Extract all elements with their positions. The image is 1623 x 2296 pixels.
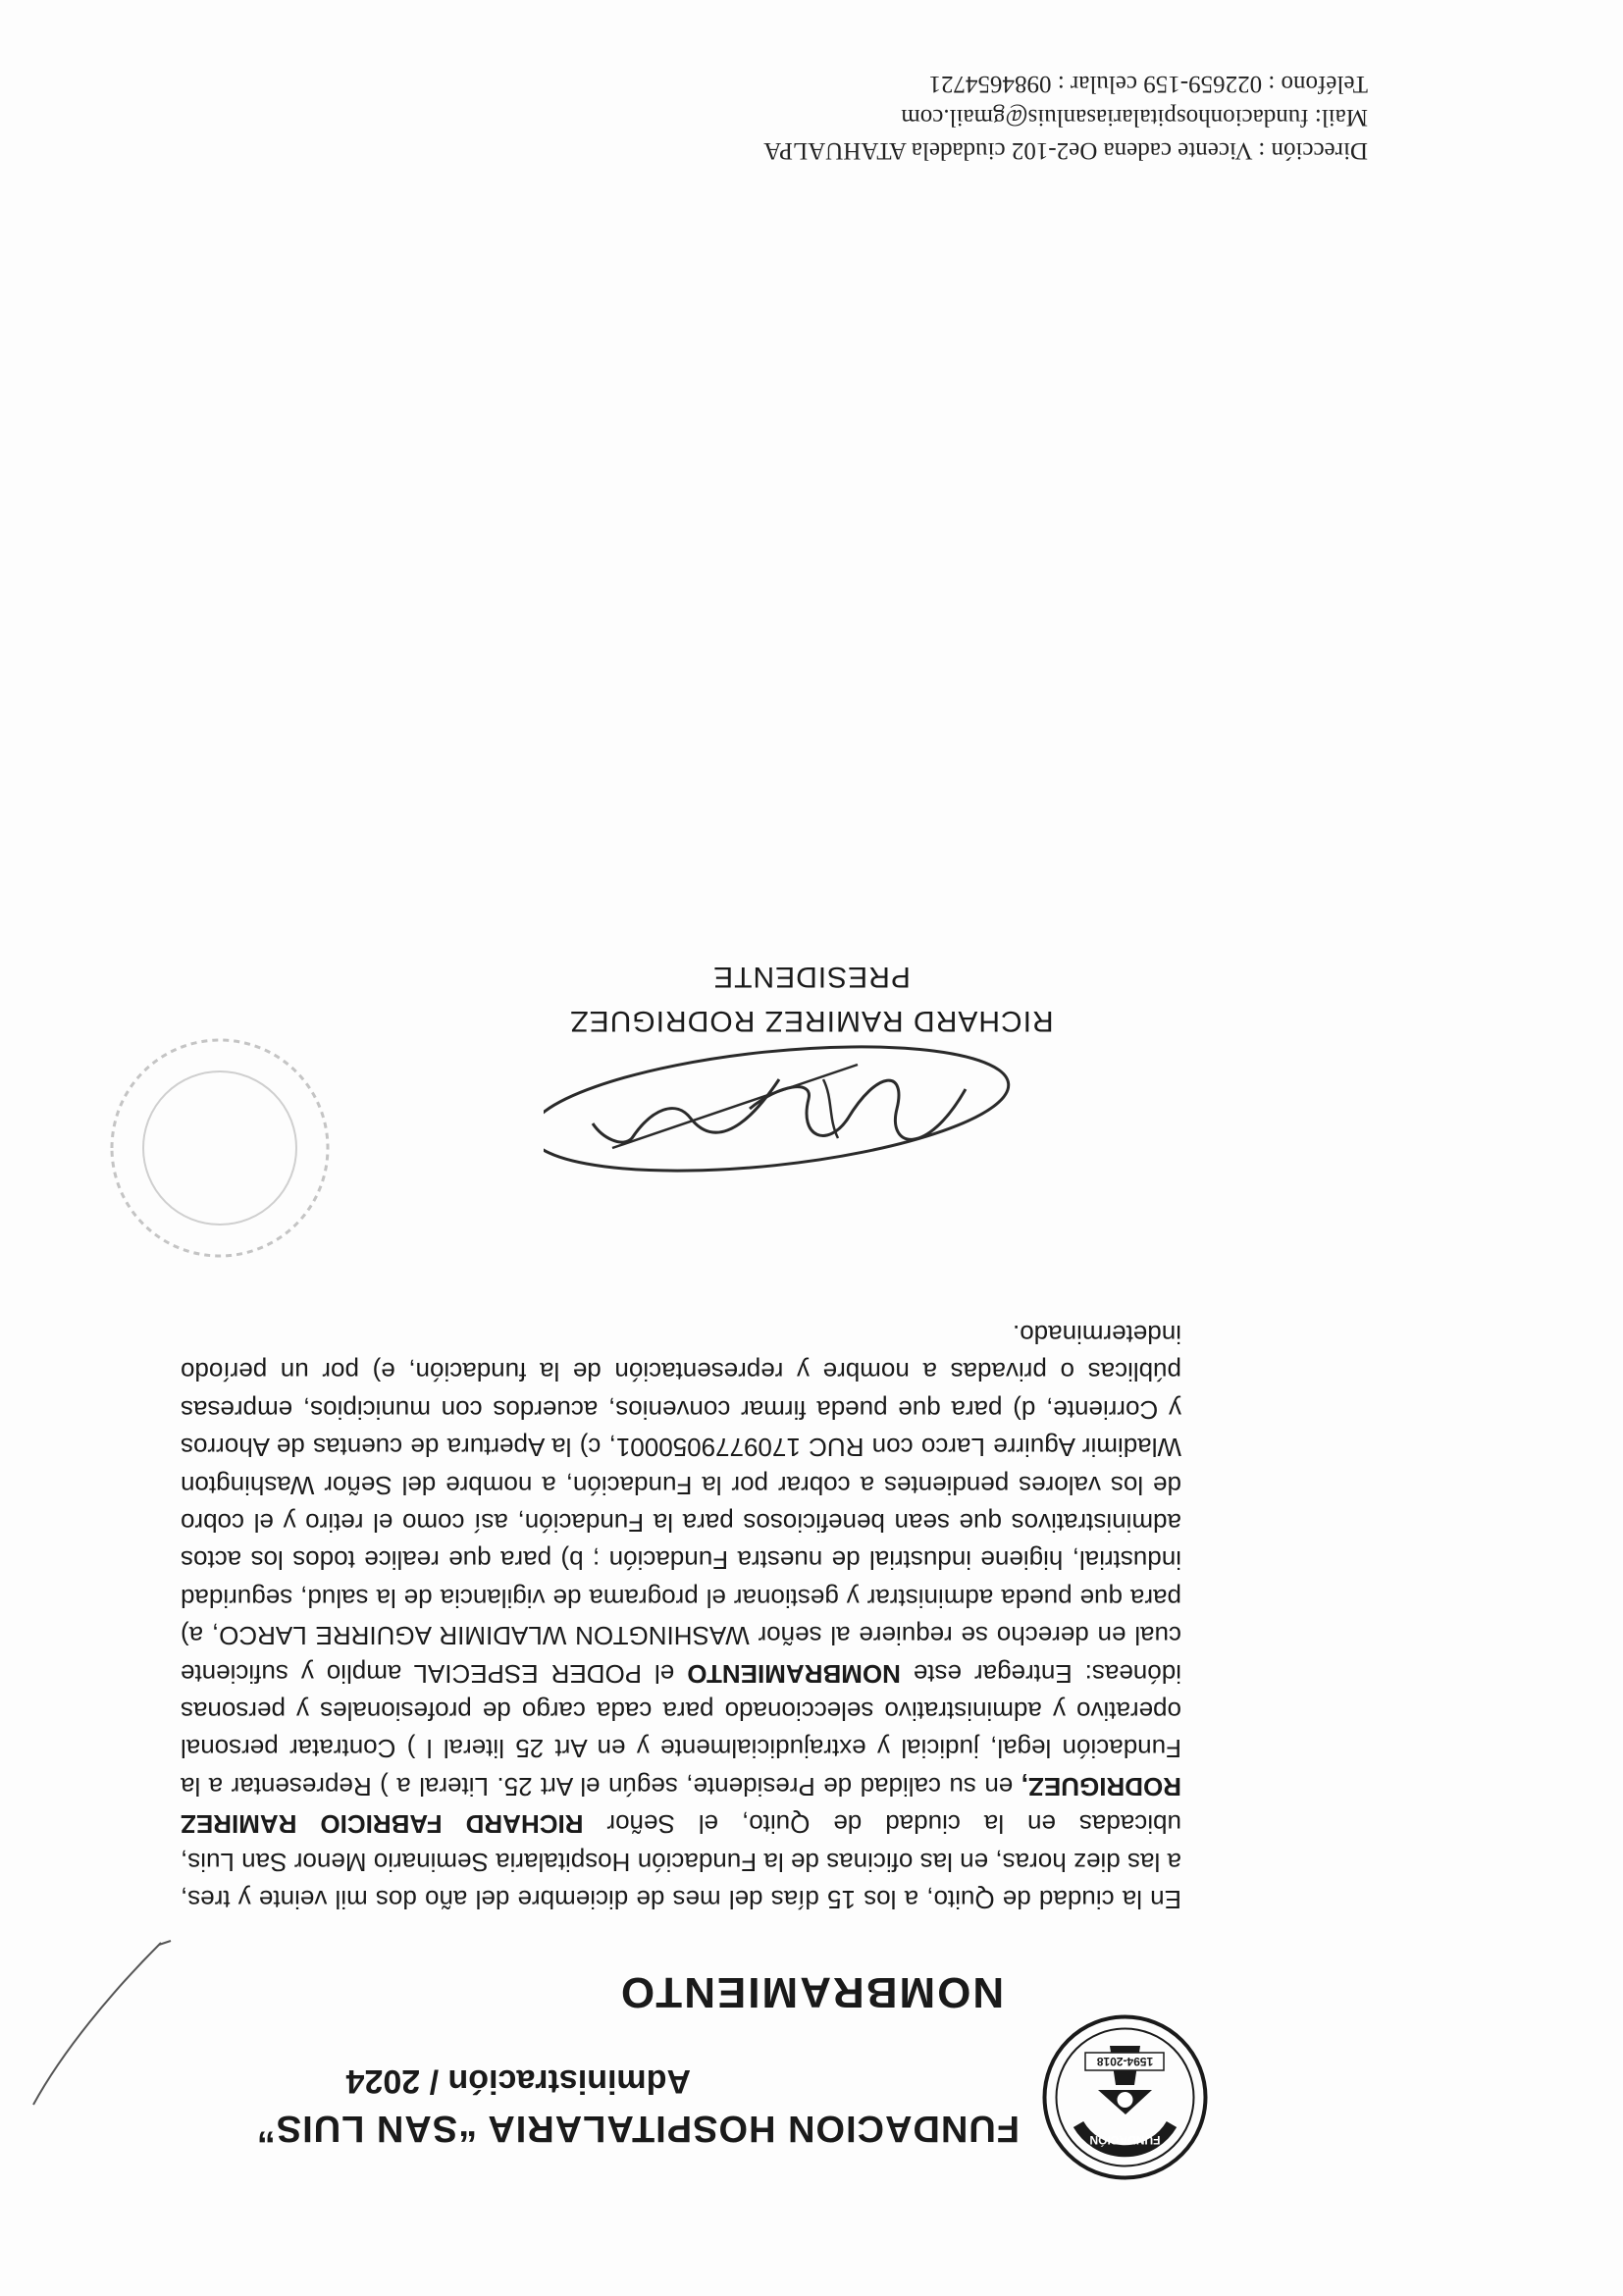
foundation-logo-seal (1039, 2011, 1211, 2183)
organization-name: FUNDACION HOSPITALARIA “SAN LUIS” (255, 2108, 1020, 2149)
svg-text:FUNDACIÓN: FUNDACIÓN (1089, 2133, 1161, 2147)
footer-mail: Mail: fundacionhospitalariasanluis@gmail.com (901, 104, 1368, 130)
handwritten-signature (544, 1040, 1034, 1177)
scan-mark-line (24, 1933, 181, 2110)
signatory-role: PRESIDENTE (712, 961, 911, 993)
body-text-part-3: el PODER ESPECIAL amplio y suficiente cual en derecho se requiere al señor WASHINGTON WLADIMIR AGUIRRE LARCO, a) para que pueda administrar y gestionar el programa de vigilancia de la salud, seguridad industrial, higiene industrial de nuestra Fundación ; b) para que realice todos los actos administrativos que sean beneficiosos para la Fundación, así como el retiro y el cobro de los valores pendientes a cobrar por la Fundación, a nombre del Señor Washington Wladimir Aguirre Larco con RUC 1709779050001, c) la Apertura de cuentas de Ahorros y Corriente, d) para que pueda firmar convenios, acuerdos con municipios, empresas públicas o privadas a nombre y representación de la fundación, e) por un período indeterminado. (181, 1319, 1181, 1689)
faint-stamp (92, 1020, 347, 1276)
document-title: NOMBRAMIENTO (618, 1968, 1005, 2016)
footer-address: Dirección : Vicente cadena Oe2-102 ciudadela ATAHUALPA (763, 137, 1368, 164)
contact-footer (763, 67, 1368, 167)
body-president-name: RICHARD FABRICIO RAMIREZ RODRIGUEZ, (181, 1771, 1181, 1840)
document-body (181, 1316, 1181, 1919)
body-text-part-2: en su calidad de Presidente, según el Art 25. Literal a ) Representar a la Fundación legal, judicial y extrajudicialmente y en Art 25 literal l ) Contratar personal operativo y administrativo seleccionado para cada cargo de profesionales y personas idóneas: Entregar este (181, 1658, 1181, 1801)
administration-period: Administración / 2024 (345, 2062, 691, 2100)
body-text-part-1: En la ciudad de Quito, a los 15 días del mes de diciembre del año dos mil veinte y tres, a las diez horas, en las oficinas de la Fundación Hospitalaria Seminario Menor San Luis, ubicadas en la ciudad de Quito, el Señor (181, 1809, 1181, 1914)
body-nombramiento-word: NOMBRAMIENTO (687, 1658, 901, 1689)
footer-phones: Teléfono : 022659-159 celular : 0984654721 (928, 71, 1368, 97)
svg-text:1594-2018: 1594-2018 (1096, 2055, 1154, 2068)
signatory-name: RICHARD RAMIREZ RODRIGUEZ (569, 1005, 1054, 1037)
